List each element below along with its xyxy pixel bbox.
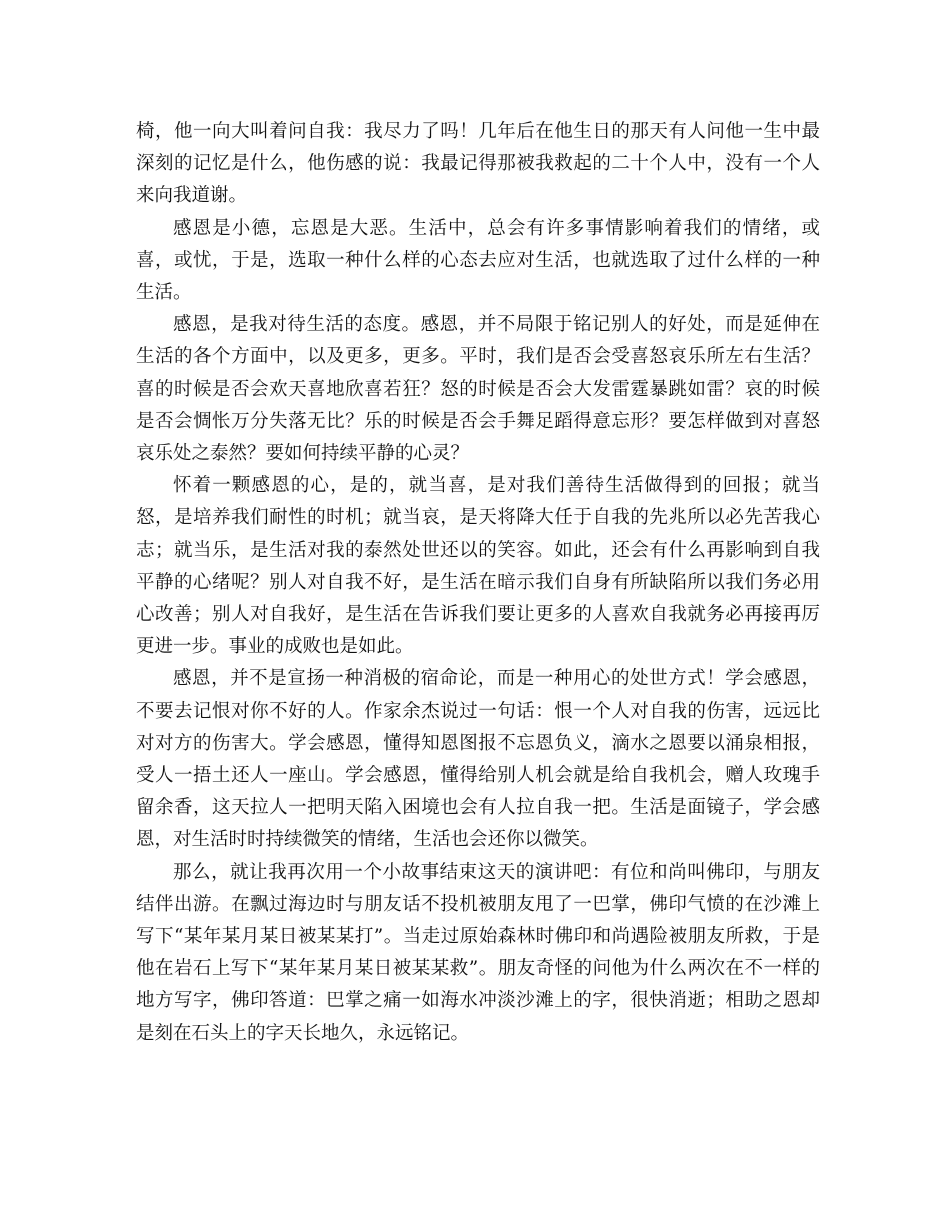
paragraph: 那么，就让我再次用一个小故事结束这天的演讲吧：有位和尚叫佛印，与朋友结伴出游。在飘过海边时与朋友话不投机被朋友甩了一巴掌，佛印气愤的在沙滩上写下“某年某月某日被某某打”。当走过原始森林时佛印和尚遇险被朋友所救，于是他在岩石上写下“某年某月某日被某某救”。朋友奇怪的问他为什么两次在不一样的地方写字，佛印答道：巴掌之痛一如海水冲淡沙滩上的字，很快消逝；相助之恩却是刻在石头上的字天长地久，永远铭记。 bbox=[136, 861, 820, 1044]
paragraph: 怀着一颗感恩的心，是的，就当喜，是对我们善待生活做得到的回报；就当怒，是培养我们耐性的时机；就当哀，是天将降大任于自我的先兆所以必先苦我心志；就当乐，是生活对我的泰然处世还以的笑容。如此，还会有什么再影响到自我平静的心绪呢？别人对自我不好，是生活在暗示我们自身有所缺陷所以我们务必用心改善；别人对自我好，是生活在告诉我们要让更多的人喜欢自我就务必再接再厉更进一步。事业的成败也是如此。 bbox=[136, 475, 820, 658]
paragraph: 感恩，是我对待生活的态度。感恩，并不局限于铭记别人的好处，而是延伸在生活的各个方面中，以及更多，更多。平时，我们是否会受喜怒哀乐所左右生活？喜的时候是否会欢天喜地欣喜若狂？怒的时候是否会大发雷霆暴跳如雷？哀的时候是否会惆怅万分失落无比？乐的时候是否会手舞足蹈得意忘形？要怎样做到对喜怒哀乐处之泰然？要如何持续平静的心灵？ bbox=[136, 314, 820, 465]
paragraph: 感恩是小德，忘恩是大恶。生活中，总会有许多事情影响着我们的情绪，或喜，或忧，于是，选取一种什么样的心态去应对生活，也就选取了过什么样的一种生活。 bbox=[136, 217, 820, 304]
paragraph-continued: 椅，他一向大叫着问自我：我尽力了吗！几年后在他生日的那天有人问他一生中最深刻的记忆是什么，他伤感的说：我最记得那被我救起的二十个人中，没有一个人来向我道谢。 bbox=[136, 121, 820, 207]
paragraph: 感恩，并不是宣扬一种消极的宿命论，而是一种用心的处世方式！学会感恩，不要去记恨对你不好的人。作家余杰说过一句话：恨一个人对自我的伤害，远远比对对方的伤害大。学会感恩，懂得知恩图报不忘恩负义，滴水之恩要以涌泉相报，受人一捂土还人一座山。学会感恩，懂得给别人机会就是给自我机会，赠人玫瑰手留余香，这天拉人一把明天陷入困境也会有人拉自我一把。生活是面镜子，学会感恩，对生活时时持续微笑的情绪，生活也会还你以微笑。 bbox=[136, 668, 820, 851]
document-body bbox=[136, 116, 820, 1050]
